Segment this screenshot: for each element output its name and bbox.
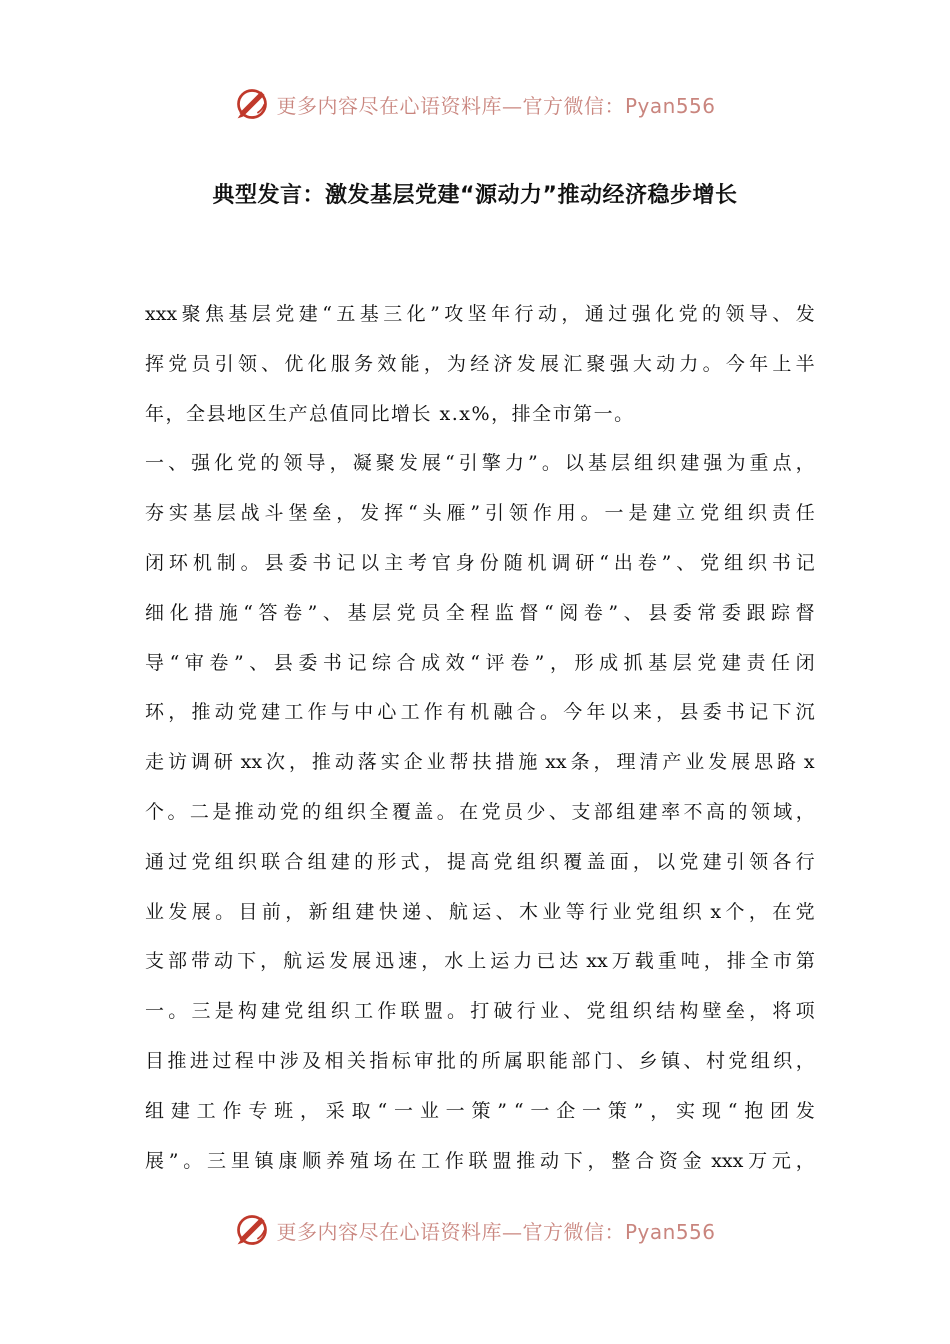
document-title: 典型发言：激发基层党建“源动力”推动经济稳步增长 (212, 183, 738, 208)
watermark-text (276, 90, 715, 119)
text-line-content: 展 ” 。 三 里 镇 康 顺 养 殖 场 在 工 作 联 盟 推 动 下 ， 整 合 资 金 xxx 万 元 ， (145, 1149, 815, 1172)
watermark-label: 更多内容尽在心语资料库—官方微信： (276, 93, 625, 118)
watermark-banner-top (0, 82, 950, 126)
text-line-content: 挥 党 员 引 领 、 优 化 服 务 效 能 ， 为 经 济 发 展 汇 聚 强 大 动 力 。 今 年 上 半 (145, 352, 815, 375)
text-line-content: 业 发 展 。 目 前 ， 新 组 建 快 递 、 航 运 、 木 业 等 行 业 党 组 织 x 个 ， 在 党 (145, 900, 815, 923)
text-line (145, 489, 815, 539)
text-line (145, 838, 815, 888)
text-line-content: 一 。 三 是 构 建 党 组 织 工 作 联 盟 。 打 破 行 业 、 党 组 织 结 构 壁 垒 ， 将 项 (145, 1000, 815, 1023)
watermark-wechat-id: Pyan556 (624, 1219, 716, 1244)
text-line (145, 788, 815, 838)
text-line (145, 539, 815, 589)
text-line-content: 导 “ 审 卷 ” 、 县 委 书 记 综 合 成 效 “ 评 卷 ” ， 形 成 抓 基 层 党 建 责 任 闭 (145, 651, 815, 674)
text-line (145, 390, 815, 440)
text-line-content: 走 访 调 研 xx 次 ， 推 动 落 实 企 业 帮 扶 措 施 xx 条 ， 理 清 产 业 发 展 思 路 x (145, 751, 815, 774)
text-line-content: 一 、 强 化 党 的 领 导 ， 凝 聚 发 展 “ 引 擎 力 ” 。 以 基 层 组 织 建 强 为 重 点 ， (145, 452, 815, 475)
text-line (145, 738, 815, 788)
text-line-content: 闭 环 机 制 。 县 委 书 记 以 主 考 官 身 份 随 机 调 研 “ 出 卷 ” 、 党 组 织 书 记 (145, 551, 815, 574)
text-line (145, 290, 815, 340)
text-line (145, 1037, 815, 1087)
text-line (145, 439, 815, 489)
text-line (145, 688, 815, 738)
text-line-content: 夯 实 基 层 战 斗 堡 垒 ， 发 挥 “ 头 雁 ” 引 领 作 用 。 一 是 建 立 党 组 织 责 任 (145, 502, 815, 525)
text-line (145, 987, 815, 1037)
document-body (145, 290, 815, 1186)
text-line-content: 年，全县地区生产总值同比增长 x.x%，排全市第一。 (145, 402, 635, 425)
text-line-content: xxx 聚 焦 基 层 党 建 “ 五 基 三 化 ” 攻 坚 年 行 动 ， 通 过 强 化 党 的 领 导 、 发 (145, 303, 815, 325)
watermark-banner-bottom (0, 1208, 950, 1252)
text-line (145, 888, 815, 938)
pen-logo-icon (234, 1212, 270, 1248)
text-line-content: 组 建 工 作 专 班 ， 采 取 “ 一 业 一 策 ” “ 一 企 一 策 ” ， 实 现 “ 抱 团 发 (145, 1099, 815, 1122)
text-line (145, 1137, 815, 1187)
watermark-label: 更多内容尽在心语资料库—官方微信： (276, 1219, 625, 1244)
pen-logo-icon (234, 86, 270, 122)
text-line-content: 通 过 党 组 织 联 合 组 建 的 形 式 ， 提 高 党 组 织 覆 盖 面 ， 以 党 建 引 领 各 行 (145, 850, 815, 873)
text-line (145, 639, 815, 689)
text-line (145, 937, 815, 987)
text-line-content: 个 。 二 是 推 动 党 的 组 织 全 覆 盖 。 在 党 员 少 、 支 部 组 建 率 不 高 的 领 域 ， (145, 800, 815, 823)
text-line (145, 1087, 815, 1137)
text-line (145, 340, 815, 390)
watermark-wechat-id: Pyan556 (624, 93, 716, 118)
text-line-content: 环 ， 推 动 党 建 工 作 与 中 心 工 作 有 机 融 合 。 今 年 以 来 ， 县 委 书 记 下 沉 (145, 701, 815, 724)
text-line-content: 细 化 措 施 “ 答 卷 ” 、 基 层 党 员 全 程 监 督 “ 阅 卷 ” 、 县 委 常 委 跟 踪 督 (145, 601, 815, 624)
text-line (145, 589, 815, 639)
text-line-content: 支 部 带 动 下 ， 航 运 发 展 迅 速 ， 水 上 运 力 已 达 xx 万 载 重 吨 ， 排 全 市 第 (145, 950, 815, 973)
watermark-text (276, 1216, 715, 1245)
text-line-content: 目 推 进 过 程 中 涉 及 相 关 指 标 审 批 的 所 属 职 能 部 门 、 乡 镇 、 村 党 组 织 ， (145, 1049, 815, 1072)
